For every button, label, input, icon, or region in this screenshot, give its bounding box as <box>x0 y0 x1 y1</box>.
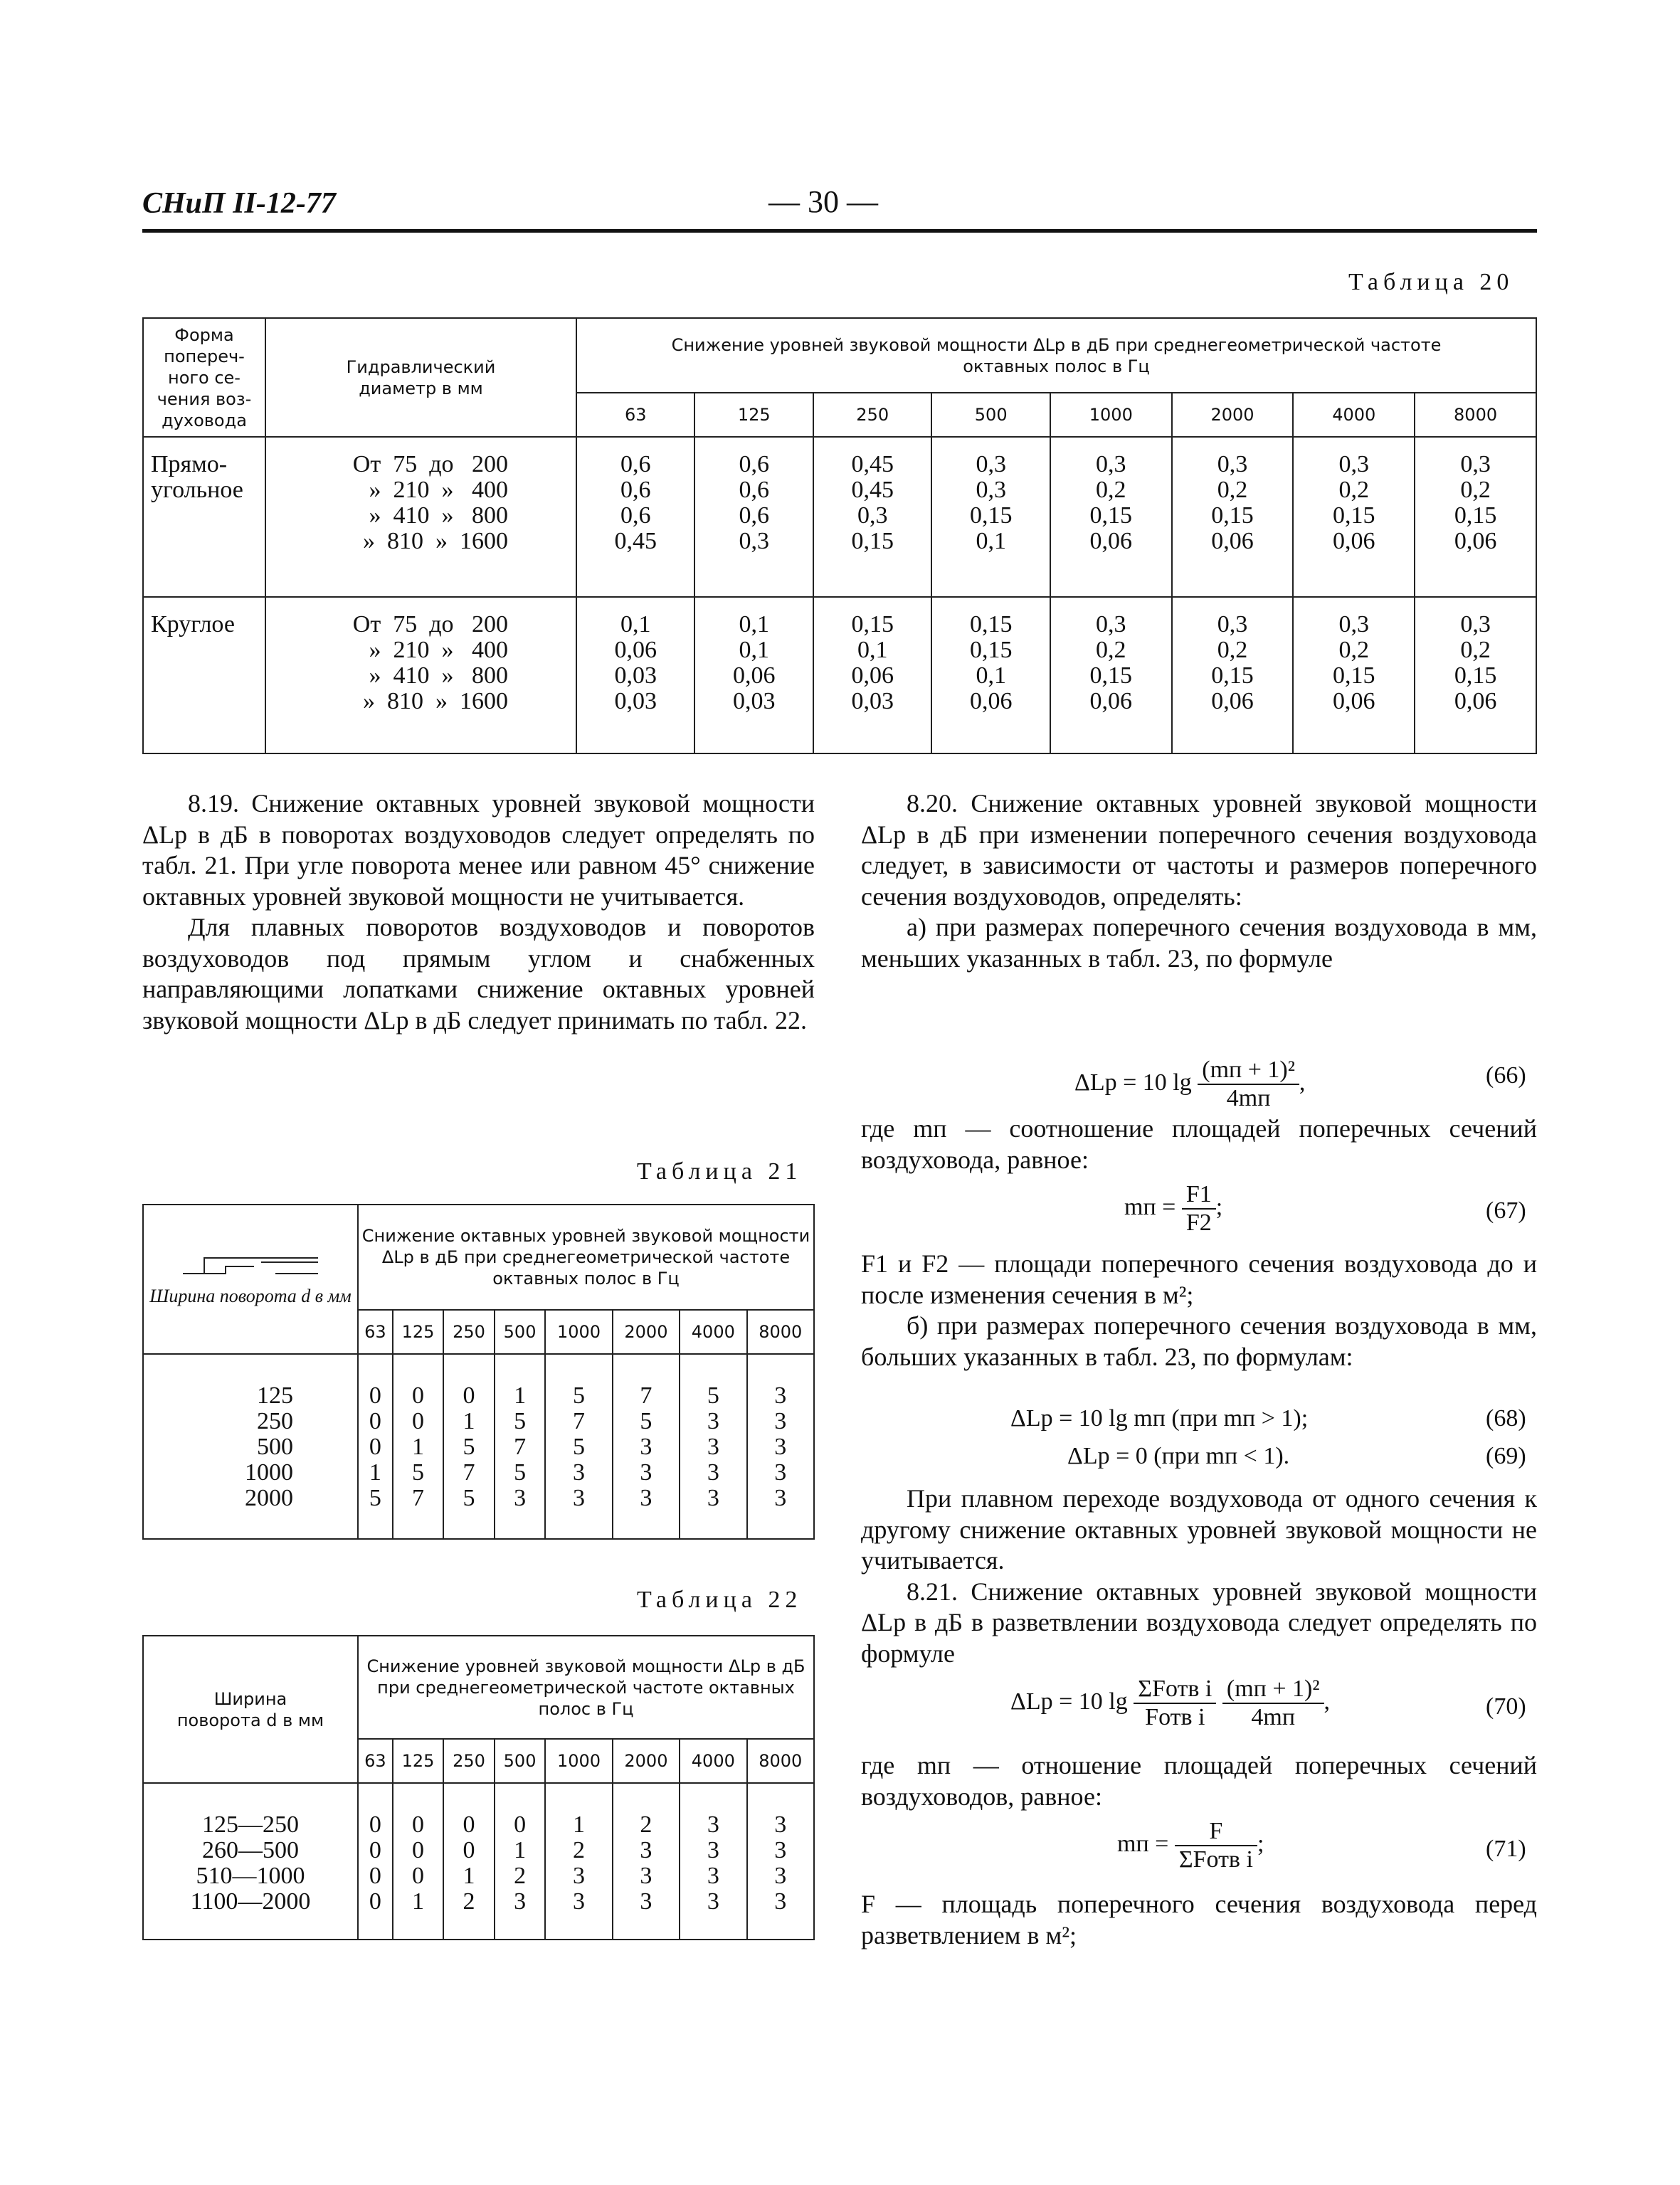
table-cell: 3 3 3 3 <box>680 1783 746 1940</box>
table-cell: 1 2 3 3 <box>545 1783 612 1940</box>
table-cell: 0 1 5 7 5 <box>443 1354 495 1539</box>
table20-header-diameter: Гидравлический диаметр в мм <box>265 318 576 437</box>
equation-number-71: (71) <box>1486 1836 1526 1862</box>
header-rule <box>142 229 1537 233</box>
equation-number-67: (67) <box>1486 1197 1526 1224</box>
definition-f1-f2: F1 и F2 — площади поперечного сечения воздуховода до и после изменения сечения в м²; <box>861 1249 1537 1309</box>
table-cell: 5 7 5 3 3 <box>545 1354 612 1539</box>
table20-freq: 1000 <box>1050 393 1172 437</box>
table-22 <box>142 1635 815 1940</box>
table-cell: 7 5 3 3 3 <box>613 1354 680 1539</box>
table-cell: 0,3 0,3 0,15 0,1 <box>931 437 1050 597</box>
table-cell: 0,45 0,45 0,3 0,15 <box>813 437 931 597</box>
table-cell: 0,3 0,2 0,15 0,06 <box>1050 437 1172 597</box>
table-cell: 1 5 7 5 3 <box>495 1354 546 1539</box>
table20-freq: 125 <box>694 393 813 437</box>
table20-caption: Таблица 20 <box>1348 269 1514 295</box>
table20-diameter-cell: От 75 до 200 » 210 » 400 » 410 » 800 » 810 » 1600 <box>265 597 576 753</box>
page-number: — 30 — <box>768 184 878 219</box>
table21-freq: 125 <box>393 1310 444 1354</box>
table22-header-group: Снижение уровней звуковой мощности ΔLp в дБ при среднегеометрической частоте октавных полос в Гц <box>358 1636 814 1739</box>
table22-freq: 63 <box>358 1739 393 1783</box>
table-cell: 0,3 0,2 0,15 0,06 <box>1050 597 1172 753</box>
table-cell: 0 0 1 5 7 <box>393 1354 444 1539</box>
table21-freq: 250 <box>443 1310 495 1354</box>
table-cell: 0,6 0,6 0,6 0,3 <box>694 437 813 597</box>
equation-number-70: (70) <box>1486 1693 1526 1720</box>
table20-freq: 500 <box>931 393 1050 437</box>
section-8-20-cont <box>861 1249 1537 1372</box>
table-cell: 0 1 2 3 <box>495 1783 546 1940</box>
table22-freq: 250 <box>443 1739 495 1783</box>
table22-freq: 4000 <box>680 1739 746 1783</box>
equation-number-66: (66) <box>1486 1062 1526 1089</box>
table21-freq: 4000 <box>680 1310 746 1354</box>
table22-freq: 8000 <box>747 1739 814 1783</box>
equation-number-68: (68) <box>1486 1405 1526 1432</box>
paragraph-smooth-turns: Для плавных поворотов воздуховодов и поворотов воздуховодов под прямым углом и снабженных направляющими лопатками снижение октавных уровней звуковой мощности ΔLp в дБ следует принимать по табл. 22. <box>142 913 815 1035</box>
table20-form-cell: Прямо- угольное <box>143 437 265 597</box>
table-row <box>143 1354 814 1539</box>
table21-freq: 63 <box>358 1310 393 1354</box>
table-cell: 0,3 0,2 0,15 0,06 <box>1172 437 1294 597</box>
table-cell: 5 3 3 3 3 <box>680 1354 746 1539</box>
definition-mp-2: где mп — отношение площадей поперечных сечений воздуховодов, равное: <box>861 1751 1537 1811</box>
section-8-20 <box>861 788 1537 974</box>
table21-corner-label: Ширина поворота d в мм <box>143 1205 358 1354</box>
table20-freq: 8000 <box>1415 393 1536 437</box>
table-row <box>143 597 1536 753</box>
table-row <box>143 437 1536 597</box>
table21-freq: 8000 <box>747 1310 814 1354</box>
table22-caption: Таблица 22 <box>637 1587 803 1613</box>
table21-width-cell: 125 250 500 1000 2000 <box>143 1354 358 1539</box>
table-cell: 0,3 0,2 0,15 0,06 <box>1415 597 1536 753</box>
table22-header-width: Ширина поворота d в мм <box>143 1636 358 1783</box>
table22-freq: 2000 <box>613 1739 680 1783</box>
table-cell: 0 0 0 1 <box>393 1783 444 1940</box>
table20-freq: 2000 <box>1172 393 1294 437</box>
table20-freq: 63 <box>576 393 694 437</box>
section-8-21 <box>861 1483 1537 1669</box>
table20-header-form: Форма попереч- ного се- чения воз- духовода <box>143 318 265 437</box>
paragraph-8-20: 8.20. Снижение октавных уровней звуковой мощности ΔLp в дБ при изменении поперечного сечения воздуховода следует, в зависимости от частоты и размеров поперечного сечения воздуховодов, определять: <box>861 789 1537 911</box>
table-cell: 0 0 1 2 <box>443 1783 495 1940</box>
paragraph-8-21: 8.21. Снижение октавных уровней звуковой мощности ΔLp в дБ в разветвлении воздуховода следует определять по формуле <box>861 1577 1537 1668</box>
table-row <box>143 1783 814 1940</box>
equation-number-69: (69) <box>1486 1443 1526 1469</box>
formula-66: ΔLp = 10 lg $\frac{\text{(mп + 1)²}}{4mп}$ , <box>1074 1057 1306 1111</box>
table-cell: 0,15 0,1 0,06 0,03 <box>813 597 931 753</box>
table22-freq: 1000 <box>545 1739 612 1783</box>
table21-freq: 1000 <box>545 1310 612 1354</box>
table20-form-cell: Круглое <box>143 597 265 753</box>
table21-freq: 2000 <box>613 1310 680 1354</box>
definition-f: F — площадь поперечного сечения воздуховода перед разветвлением в м²; <box>861 1890 1537 1949</box>
table20-freq: 250 <box>813 393 931 437</box>
formula-69: ΔLp = 0 (при mп < 1). <box>1067 1443 1290 1469</box>
formula-68: ΔLp = 10 lg mп (при mп > 1); <box>1010 1405 1309 1432</box>
table-cell: 0,3 0,2 0,15 0,06 <box>1415 437 1536 597</box>
formula-67: mп = $\frac{F1}{F2}$ ; <box>1124 1181 1223 1236</box>
table-cell: 3 3 3 3 3 <box>747 1354 814 1539</box>
duct-turn-diagram-icon <box>176 1252 325 1281</box>
table20-freq: 4000 <box>1293 393 1415 437</box>
formula-70: ΔLp = 10 lg $\frac{\text{ΣFотв i}}{\text{Fотв i}}$ $\frac{\text{(mп + 1)²}}{4mп}$ , <box>1010 1676 1331 1730</box>
table-cell: 3 3 3 3 <box>747 1783 814 1940</box>
table-cell: 0,6 0,6 0,6 0,45 <box>576 437 694 597</box>
table21-freq: 500 <box>495 1310 546 1354</box>
table-cell: 2 3 3 3 <box>613 1783 680 1940</box>
table-cell: 0 0 0 1 5 <box>358 1354 393 1539</box>
paragraph-case-b: б) при размерах поперечного сечения воздуховода в мм, больших указанных в табл. 23, по формулам: <box>861 1311 1537 1371</box>
table20-diameter-cell: От 75 до 200 » 210 » 400 » 410 » 800 » 810 » 1600 <box>265 437 576 597</box>
document-code: СНиП II-12-77 <box>142 187 336 220</box>
table22-freq: 125 <box>393 1739 444 1783</box>
table-cell: 0,3 0,2 0,15 0,06 <box>1293 597 1415 753</box>
table-20 <box>142 317 1537 754</box>
table22-width-cell: 125—250 260—500 510—1000 1100—2000 <box>143 1783 358 1940</box>
table21-caption: Таблица 21 <box>637 1158 803 1185</box>
definition-mp-1: где mп — соотношение площадей поперечных сечений воздуховода, равное: <box>861 1114 1537 1174</box>
table20-header-group: Снижение уровней звуковой мощности ΔLp в дБ при среднегеометрической частоте октавных полос в Гц <box>576 318 1536 393</box>
paragraph-case-a: а) при размерах поперечного сечения воздуховода в мм, меньших указанных в табл. 23, по формуле <box>861 913 1537 973</box>
table-21 <box>142 1204 815 1540</box>
table-cell: 0 0 0 0 <box>358 1783 393 1940</box>
paragraph-8-19: 8.19. Снижение октавных уровней звуковой мощности ΔLp в дБ в поворотах воздуховодов следует определять по табл. 21. При угле поворота менее или равном 45° снижение октавных уровней звуковой мощности не учитывается. <box>142 789 815 911</box>
table-cell: 0,1 0,1 0,06 0,03 <box>694 597 813 753</box>
table22-freq: 500 <box>495 1739 546 1783</box>
table-cell: 0,3 0,2 0,15 0,06 <box>1293 437 1415 597</box>
section-8-19 <box>142 788 815 1036</box>
formula-71: mп = $\frac{F}{\text{ΣFотв i}}$ ; <box>1117 1818 1264 1873</box>
table-cell: 0,3 0,2 0,15 0,06 <box>1172 597 1294 753</box>
paragraph-smooth-transition: При плавном переходе воздуховода от одного сечения к другому снижение октавных уровней звуковой мощности не учитывается. <box>861 1484 1537 1575</box>
table-cell: 0,15 0,15 0,1 0,06 <box>931 597 1050 753</box>
table21-header-group: Снижение октавных уровней звуковой мощности ΔLp в дБ при среднегеометрической частоте октавных полос в Гц <box>358 1205 814 1310</box>
table-cell: 0,1 0,06 0,03 0,03 <box>576 597 694 753</box>
